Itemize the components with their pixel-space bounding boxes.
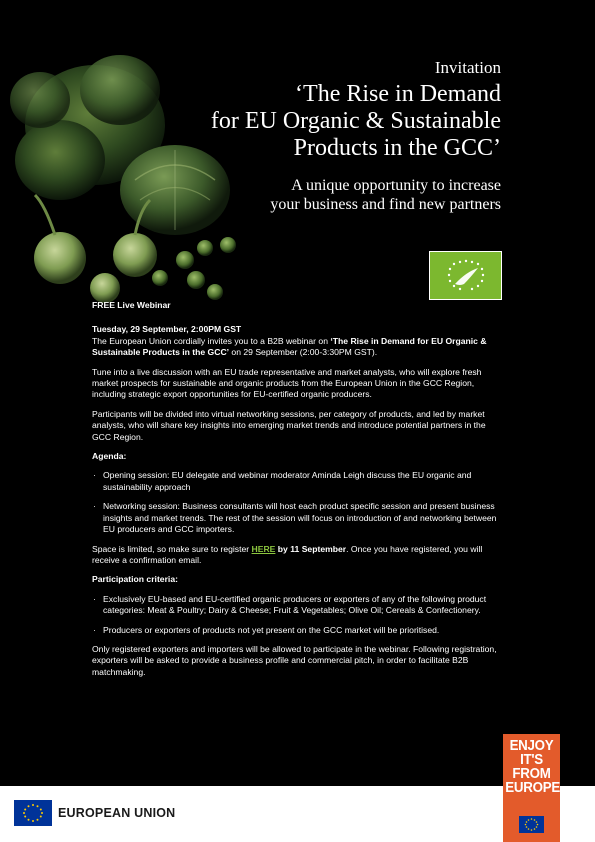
enjoy-line: ENJOY [509,738,554,754]
invitation-label: Invitation [434,58,501,77]
description-paragraph: Tune into a live discussion with an EU trade representative and market analysts, who will explore fresh market prospects for sustainable and organic products from the European Union in the GCC Region, including strategic export opportunities for EU-certified organic producers. [92,366,482,400]
eu-flag-icon [14,800,52,826]
criteria-item: · Producers or exporters of products not yet present on the GCC market will be prioritised. [92,625,500,636]
enjoy-line: EUROPE [505,780,560,796]
intro-paragraph [92,336,500,359]
agenda-item: · Networking session: Business consultants will host each product specific session and present business insights and market trends. The rest of the session will focus on introduction of and networking between EU producers and GCC importers. [92,501,500,535]
event-title [211,81,501,162]
register-text: Space is limited, so make sure to register [92,543,252,554]
criteria-heading: Participation criteria: [92,574,178,585]
intro-text: The European Union cordially invites you to a B2B webinar on [92,335,331,346]
enjoy-europe-badge [503,734,560,842]
eu-organic-leaf-logo [429,251,502,300]
title-line: Products in the GCC’ [293,135,501,161]
webinar-kicker: FREE Live Webinar [92,300,171,310]
criteria-item: · Exclusively EU-based and EU-certified organic producers or exporters of any of the following product categories: Meat & Poultry; Dairy & Cheese; Fruit & Vegetables; Olive Oil; Cereals & Confectionery. [92,594,500,617]
european-union-label: EUROPEAN UNION [58,806,176,820]
event-subtitle [211,176,501,214]
criteria-list [92,594,500,636]
agenda-item: · Opening session: EU delegate and webinar moderator Aminda Leigh discuss the EU organic and sustainability approach [92,470,500,493]
intro-webinar-title: ‘The Rise in Demand for EU Organic & Sustainable Products in the GCC’ [92,335,487,358]
event-date: Tuesday, 29 September, 2:00PM GST [92,324,242,335]
enjoy-line: IT'S FROM [512,752,551,782]
agenda-list [92,470,500,535]
register-confirmation: . Once you have registered, you will receive a confirmation email. [92,543,483,565]
title-line: for EU Organic & Sustainable [210,108,501,134]
register-here-link[interactable]: HERE [251,543,276,554]
register-paragraph [92,544,500,567]
body-content [92,300,500,686]
closing-paragraph: Only registered exporters and importers will be allowed to participate in the webinar. Following registration, exporters will be asked to provide a business profile and commercial pitch, in order to facilitate B2B matchmaking. [92,643,497,677]
subtitle-line: your business and find new partners [270,196,501,213]
header-block [211,58,501,214]
title-line: ‘The Rise in Demand [295,81,501,107]
intro-time: on 29 September (2:00-3:30PM GST). [229,347,378,358]
sessions-paragraph: Participants will be divided into virtual networking sessions, per category of products, and led by market analysts, who will share key insights into emerging market trends and introduce potential partners in the GCC Region. [92,408,486,442]
subtitle-line: A unique opportunity to increase [291,177,501,194]
eu-flag-icon [519,816,544,833]
agenda-heading: Agenda: [92,451,127,462]
register-deadline: by 11 September [275,543,347,554]
